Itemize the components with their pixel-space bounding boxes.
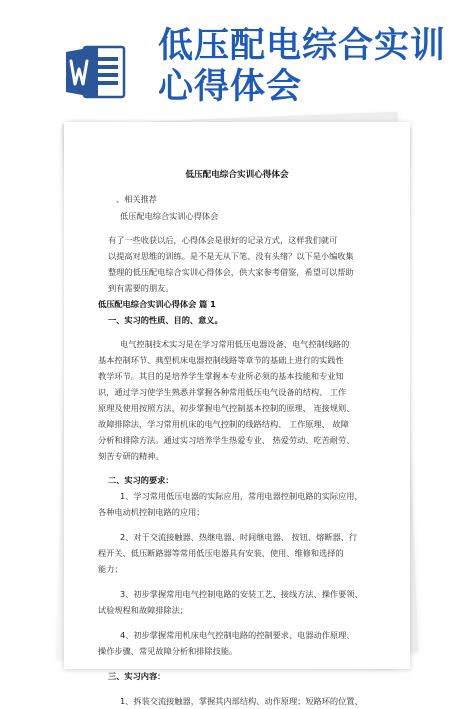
paragraph-line: 基本控制环节、典型机床电器控制线路等章节的基础上进行的实践性 bbox=[98, 355, 344, 365]
paragraph-line: 整理的低压配电综合实训心得体会，供大家参考借鉴，希望可以帮助 bbox=[108, 267, 354, 277]
header-banner bbox=[0, 0, 474, 120]
section-heading: 三、实习内容： bbox=[108, 671, 166, 681]
paragraph-line: 、相关推荐 bbox=[116, 194, 157, 204]
paragraph-line: 电气控制技术实习是在学习常用低压电器设备、电气控制线路的 bbox=[120, 339, 350, 349]
paragraph-line: 原理及使用按照方法，初步掌握电气控制基本控制的原理、 连接规则、 bbox=[98, 403, 355, 413]
title-line-2: 心得体会 bbox=[158, 67, 303, 107]
paragraph-line: 各种电动机控制电路的应用； bbox=[98, 507, 205, 517]
document-title bbox=[158, 26, 468, 108]
paragraph-line: 2、对于交流接触器、热继电器、时间继电器、 按钮、熔断器、行 bbox=[120, 532, 358, 542]
paragraph-line: 分析和排除方法。通过实习培养学生热爱专业、 热爱劳动、吃苦耐劳、 bbox=[98, 435, 355, 445]
document-page bbox=[64, 122, 410, 706]
paragraph-line: 到有需要的朋友。 bbox=[108, 283, 174, 293]
paragraph-line: 以提高对思维的训练。是不是无从下笔、没有头绪？以下是小编收集 bbox=[108, 251, 354, 261]
paragraph-line: 1、学习常用低压电器的实际应用，常用电器控制电路的实际应用， bbox=[120, 491, 363, 501]
paragraph-line: 教学环节。其目的是培养学生掌握本专业所必须的基本技能和专业知 bbox=[98, 371, 344, 381]
section-heading: 二、实习的要求： bbox=[108, 475, 174, 485]
paragraph-line: 程开关、低压断路器等常用低压电器具有安装、使用、维修和选择的 bbox=[98, 548, 344, 558]
paragraph-line: 能力； bbox=[98, 564, 123, 574]
section-heading: 一、实习的性质、目的、意义。 bbox=[108, 315, 223, 325]
section-heading: 低压配电综合实训心得体会 篇 1 bbox=[98, 299, 216, 309]
page-heading: 低压配电综合实训心得体会 bbox=[185, 170, 289, 180]
paragraph-line: 低压配电综合实训心得体会 bbox=[120, 211, 219, 221]
paragraph-line: 刻苦专研的精神。 bbox=[98, 451, 164, 461]
word-logo-icon bbox=[64, 44, 126, 100]
paragraph-line: 故障排除法，学习常用机床的电气控制的线路结构、 工作原理、 故障 bbox=[98, 419, 349, 429]
title-line-1: 低压配电综合实训 bbox=[158, 26, 447, 66]
paragraph-line: 4、初步掌握常用机床电气控制电路的控制要求、电器动作原理、 bbox=[120, 630, 355, 640]
paragraph-line: 识，通过学习使学生熟悉并掌握各种常用低压电气设备的结构、 工作 bbox=[98, 387, 347, 397]
paragraph-line: 操作步骤、常见故障分析和排除技能。 bbox=[98, 646, 238, 656]
paragraph-line: 有了一些收获以后，心得体会是很好的记录方式，这样我们就可 bbox=[108, 235, 338, 245]
paragraph-line: 试验规程和故障排除法； bbox=[98, 605, 189, 615]
paragraph-line: 1、拆装交流接触器，掌握其内部结构、动作原理；短路环的位置、 bbox=[120, 696, 363, 706]
paragraph-line: 3、初步掌握常用电气控制电路的安装工艺、接线方法、操作要领、 bbox=[120, 589, 363, 599]
